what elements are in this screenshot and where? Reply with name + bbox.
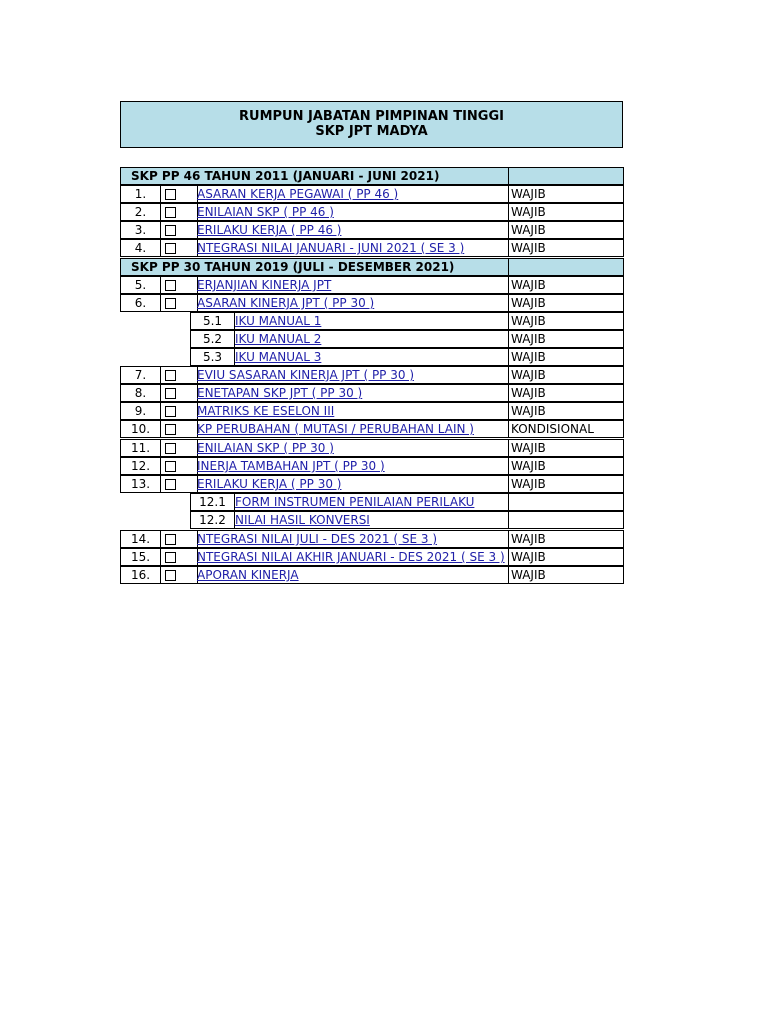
checkbox[interactable] bbox=[165, 243, 176, 254]
row-status: WAJIB bbox=[508, 294, 624, 312]
table-row bbox=[120, 294, 624, 312]
checkbox[interactable] bbox=[165, 298, 176, 309]
checkbox[interactable] bbox=[165, 443, 176, 454]
row-number: 13. bbox=[120, 475, 161, 493]
table-row bbox=[120, 366, 624, 384]
row-number: 3. bbox=[120, 221, 161, 239]
row-status: WAJIB bbox=[508, 221, 624, 239]
sub-number: 5.3 bbox=[190, 348, 235, 366]
checkbox[interactable] bbox=[165, 189, 176, 200]
row-link[interactable]: ASARAN KINERJA JPT ( PP 30 ) bbox=[197, 294, 509, 312]
section-status-cell bbox=[508, 258, 624, 276]
row-number: 9. bbox=[120, 402, 161, 420]
sub-number: 5.1 bbox=[190, 312, 235, 330]
sub-row bbox=[190, 312, 624, 330]
page-title bbox=[120, 101, 623, 148]
sub-status bbox=[508, 511, 624, 529]
sub-number: 12.1 bbox=[190, 493, 235, 511]
row-status: WAJIB bbox=[508, 439, 624, 457]
row-status: WAJIB bbox=[508, 566, 624, 584]
row-number: 4. bbox=[120, 239, 161, 257]
table-row bbox=[120, 548, 624, 566]
sub-row bbox=[190, 493, 624, 511]
table-row bbox=[120, 221, 624, 239]
table-row bbox=[120, 276, 624, 294]
row-checkbox-cell bbox=[160, 420, 198, 438]
checkbox[interactable] bbox=[165, 570, 176, 581]
row-checkbox-cell bbox=[160, 185, 198, 203]
row-link[interactable]: ENETAPAN SKP JPT ( PP 30 ) bbox=[197, 384, 509, 402]
row-link[interactable]: KP PERUBAHAN ( MUTASI / PERUBAHAN LAIN ) bbox=[197, 420, 509, 438]
row-checkbox-cell bbox=[160, 439, 198, 457]
checkbox[interactable] bbox=[165, 388, 176, 399]
sub-link[interactable]: NILAI HASIL KONVERSI bbox=[234, 511, 509, 529]
section-title: SKP PP 46 TAHUN 2011 (JANUARI - JUNI 2021) bbox=[120, 167, 509, 185]
row-number: 8. bbox=[120, 384, 161, 402]
section-status-cell bbox=[508, 167, 624, 185]
row-number: 1. bbox=[120, 185, 161, 203]
checkbox[interactable] bbox=[165, 225, 176, 236]
row-status: WAJIB bbox=[508, 239, 624, 257]
row-checkbox-cell bbox=[160, 475, 198, 493]
table-row bbox=[120, 566, 624, 584]
row-checkbox-cell bbox=[160, 402, 198, 420]
sub-link[interactable]: IKU MANUAL 2 bbox=[234, 330, 509, 348]
sub-number: 12.2 bbox=[190, 511, 235, 529]
sub-number: 5.2 bbox=[190, 330, 235, 348]
row-number: 14. bbox=[120, 530, 161, 548]
checkbox[interactable] bbox=[165, 479, 176, 490]
sub-status bbox=[508, 493, 624, 511]
sub-link[interactable]: FORM INSTRUMEN PENILAIAN PERILAKU bbox=[234, 493, 509, 511]
checkbox[interactable] bbox=[165, 370, 176, 381]
row-number: 16. bbox=[120, 566, 161, 584]
sub-row bbox=[190, 511, 624, 529]
table-row bbox=[120, 475, 624, 493]
row-status: WAJIB bbox=[508, 548, 624, 566]
title-line-2: SKP JPT MADYA bbox=[315, 124, 428, 139]
row-status: WAJIB bbox=[508, 384, 624, 402]
table-row bbox=[120, 185, 624, 203]
row-status: WAJIB bbox=[508, 475, 624, 493]
row-status: WAJIB bbox=[508, 530, 624, 548]
table-row bbox=[120, 203, 624, 221]
row-link[interactable]: APORAN KINERJA bbox=[197, 566, 509, 584]
sub-row bbox=[190, 330, 624, 348]
table-row bbox=[120, 530, 624, 548]
section-title: SKP PP 30 TAHUN 2019 (JULI - DESEMBER 2021) bbox=[120, 258, 509, 276]
row-status: WAJIB bbox=[508, 366, 624, 384]
table-row bbox=[120, 439, 624, 457]
row-checkbox-cell bbox=[160, 221, 198, 239]
section-header-row bbox=[120, 258, 624, 276]
row-link[interactable]: ERILAKU KERJA ( PP 30 ) bbox=[197, 475, 509, 493]
row-link[interactable]: ENILAIAN SKP ( PP 46 ) bbox=[197, 203, 509, 221]
table-row bbox=[120, 384, 624, 402]
row-number: 10. bbox=[120, 420, 161, 438]
row-checkbox-cell bbox=[160, 203, 198, 221]
row-number: 7. bbox=[120, 366, 161, 384]
checkbox[interactable] bbox=[165, 552, 176, 563]
row-status: WAJIB bbox=[508, 402, 624, 420]
sub-row bbox=[190, 348, 624, 366]
row-link[interactable]: ERILAKU KERJA ( PP 46 ) bbox=[197, 221, 509, 239]
row-link[interactable]: ERJANJIAN KINERJA JPT bbox=[197, 276, 509, 294]
row-link[interactable]: ASARAN KERJA PEGAWAI ( PP 46 ) bbox=[197, 185, 509, 203]
row-checkbox-cell bbox=[160, 294, 198, 312]
table-row bbox=[120, 420, 624, 438]
row-number: 15. bbox=[120, 548, 161, 566]
section-header-row bbox=[120, 167, 624, 185]
sub-status: WAJIB bbox=[508, 348, 624, 366]
row-checkbox-cell bbox=[160, 366, 198, 384]
row-status: WAJIB bbox=[508, 457, 624, 475]
checkbox[interactable] bbox=[165, 207, 176, 218]
row-link[interactable]: ENILAIAN SKP ( PP 30 ) bbox=[197, 439, 509, 457]
sub-link[interactable]: IKU MANUAL 1 bbox=[234, 312, 509, 330]
row-checkbox-cell bbox=[160, 384, 198, 402]
row-checkbox-cell bbox=[160, 530, 198, 548]
sub-status: WAJIB bbox=[508, 330, 624, 348]
row-checkbox-cell bbox=[160, 276, 198, 294]
row-status: WAJIB bbox=[508, 203, 624, 221]
row-status: WAJIB bbox=[508, 185, 624, 203]
table-row bbox=[120, 402, 624, 420]
row-checkbox-cell bbox=[160, 457, 198, 475]
row-number: 12. bbox=[120, 457, 161, 475]
table-row bbox=[120, 239, 624, 257]
checkbox[interactable] bbox=[165, 461, 176, 472]
row-link[interactable]: EVIU SASARAN KINERJA JPT ( PP 30 ) bbox=[197, 366, 509, 384]
row-checkbox-cell bbox=[160, 548, 198, 566]
sub-status: WAJIB bbox=[508, 312, 624, 330]
row-number: 6. bbox=[120, 294, 161, 312]
row-number: 5. bbox=[120, 276, 161, 294]
row-link[interactable]: NTEGRASI NILAI JANUARI - JUNI 2021 ( SE 3 ) bbox=[197, 239, 509, 257]
row-number: 11. bbox=[120, 439, 161, 457]
checkbox[interactable] bbox=[165, 280, 176, 291]
checkbox[interactable] bbox=[165, 406, 176, 417]
row-status: KONDISIONAL bbox=[508, 420, 624, 438]
row-link[interactable]: NTEGRASI NILAI JULI - DES 2021 ( SE 3 ) bbox=[197, 530, 509, 548]
row-link[interactable]: INERJA TAMBAHAN JPT ( PP 30 ) bbox=[197, 457, 509, 475]
row-status: WAJIB bbox=[508, 276, 624, 294]
sub-link[interactable]: IKU MANUAL 3 bbox=[234, 348, 509, 366]
row-checkbox-cell bbox=[160, 566, 198, 584]
title-line-1: RUMPUN JABATAN PIMPINAN TINGGI bbox=[239, 109, 504, 124]
row-number: 2. bbox=[120, 203, 161, 221]
checkbox[interactable] bbox=[165, 534, 176, 545]
row-link[interactable]: NTEGRASI NILAI AKHIR JANUARI - DES 2021 ( SE 3 ) bbox=[197, 548, 509, 566]
row-link[interactable]: MATRIKS KE ESELON III bbox=[197, 402, 509, 420]
table-row bbox=[120, 457, 624, 475]
checkbox[interactable] bbox=[165, 424, 176, 435]
row-checkbox-cell bbox=[160, 239, 198, 257]
